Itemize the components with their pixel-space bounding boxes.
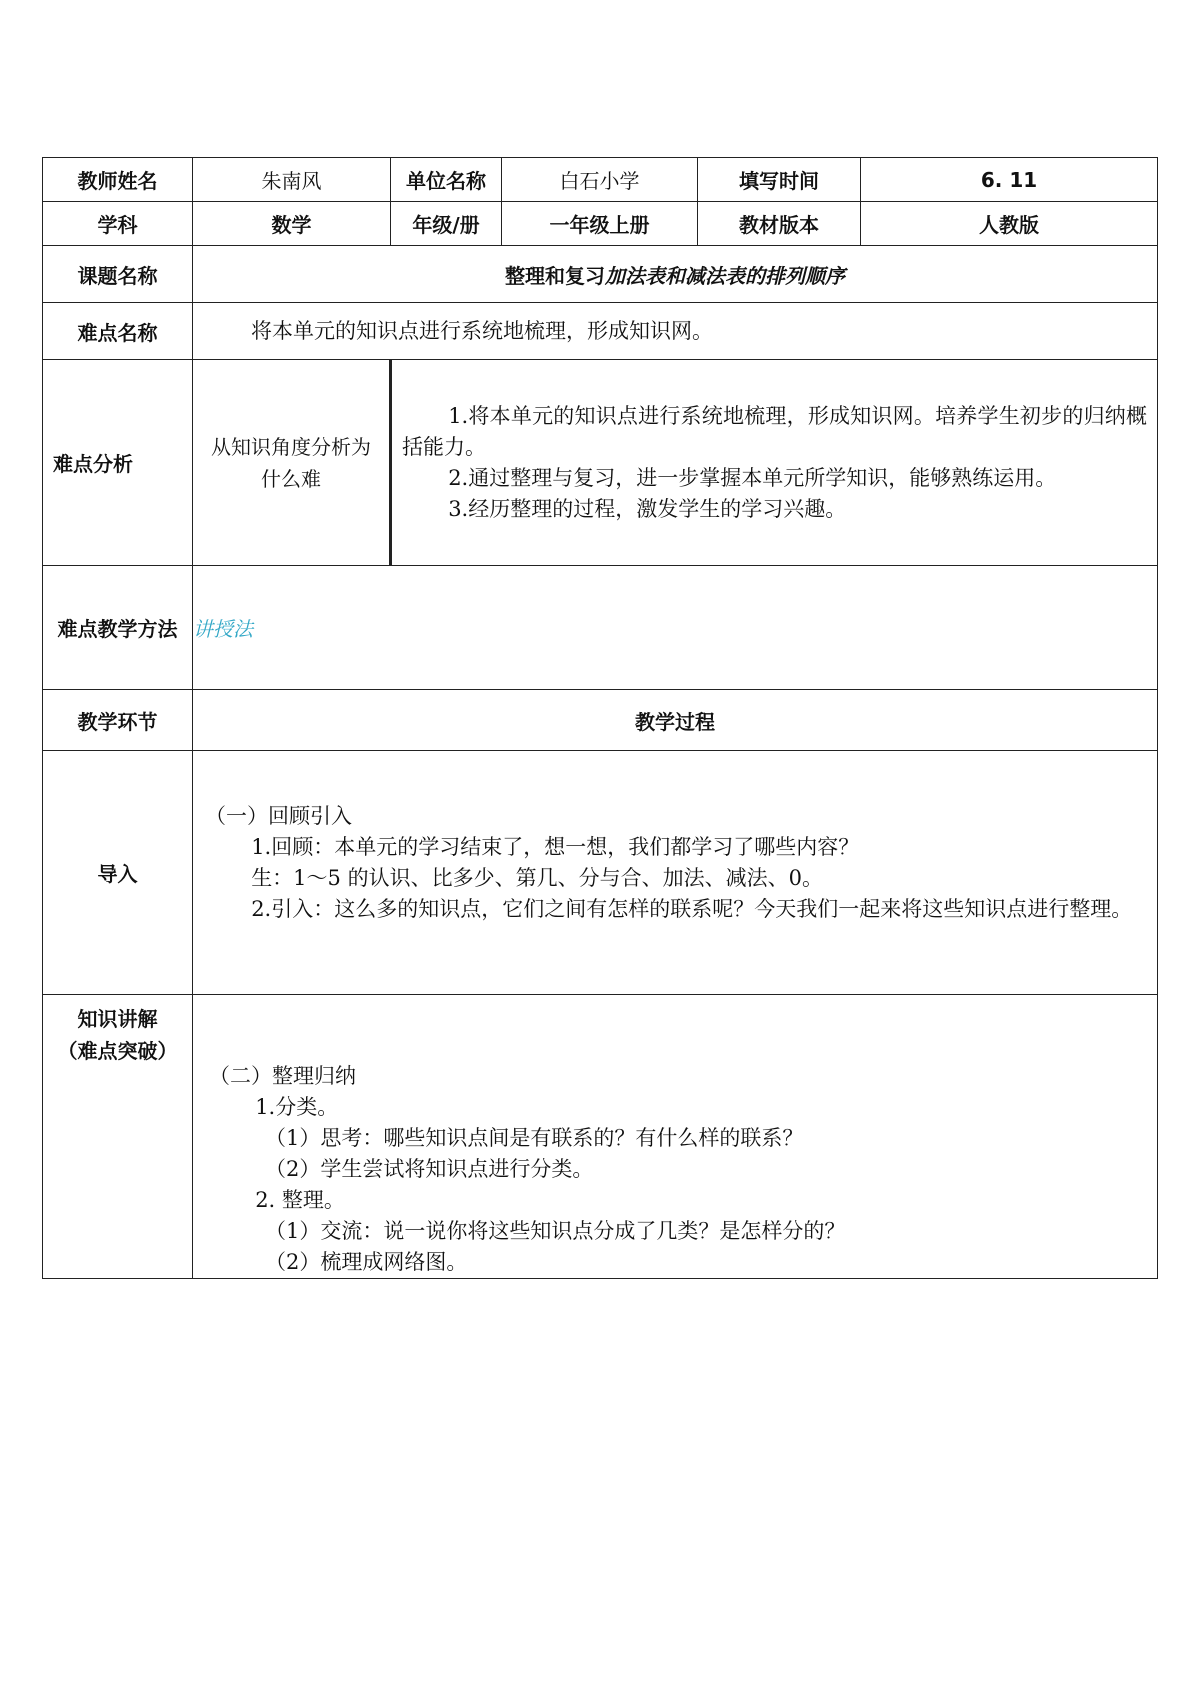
header-row-1 bbox=[43, 158, 1158, 202]
intro-line-1: 1.回顾：本单元的学习结束了，想一想，我们都学习了哪些内容？ bbox=[251, 834, 860, 859]
grade-label: 年级/册 bbox=[391, 202, 502, 246]
topic-value bbox=[193, 246, 1158, 303]
analysis-row bbox=[43, 360, 1158, 566]
unit-name-value: 白石小学 bbox=[502, 158, 698, 202]
intro-label: 导入 bbox=[43, 751, 193, 995]
analysis-point-2: 2.通过整理与复习，进一步掌握本单元所学知识，能够熟练运用。 bbox=[448, 465, 1057, 490]
grade-value: 一年级上册 bbox=[502, 202, 698, 246]
difficulty-row bbox=[43, 303, 1158, 360]
explain-row bbox=[43, 995, 1158, 1279]
subject-value: 数学 bbox=[193, 202, 391, 246]
teacher-name-label: 教师姓名 bbox=[43, 158, 193, 202]
method-label: 难点教学方法 bbox=[43, 566, 193, 690]
difficulty-label: 难点名称 bbox=[43, 303, 193, 360]
explain-heading: （二）整理归纳 bbox=[209, 1064, 356, 1088]
intro-content bbox=[193, 751, 1158, 995]
explain-content bbox=[193, 995, 1158, 1279]
topic-plain: 整理和复习 bbox=[505, 263, 605, 288]
explain-item-1-sub-2: （2）学生尝试将知识点进行分类。 bbox=[265, 1157, 594, 1181]
explain-label-line2: （难点突破） bbox=[57, 1039, 178, 1063]
explain-label bbox=[43, 995, 193, 1279]
lesson-plan-sheet bbox=[42, 157, 1157, 1279]
fill-date-label: 填写时间 bbox=[698, 158, 861, 202]
explain-item-2: 2. 整理。 bbox=[255, 1188, 345, 1212]
edition-label: 教材版本 bbox=[698, 202, 861, 246]
analysis-points bbox=[391, 360, 1158, 566]
analysis-middle: 从知识角度分析为什么难 bbox=[193, 360, 391, 566]
teacher-name-value: 朱南风 bbox=[193, 158, 391, 202]
analysis-point-3: 3.经历整理的过程，激发学生的学习兴趣。 bbox=[448, 496, 847, 521]
explain-label-line1: 知识讲解 bbox=[77, 1007, 158, 1031]
edition-value: 人教版 bbox=[861, 202, 1158, 246]
method-value: 讲授法 bbox=[193, 566, 1158, 690]
intro-heading: （一）回顾引入 bbox=[205, 803, 352, 828]
explain-item-2-sub-1: （1）交流：说一说你将这些知识点分成了几类？是怎样分的？ bbox=[265, 1219, 846, 1243]
header-row-2 bbox=[43, 202, 1158, 246]
difficulty-value: 将本单元的知识点进行系统地梳理，形成知识网。 bbox=[193, 303, 1158, 360]
analysis-label: 难点分析 bbox=[43, 360, 193, 566]
method-row bbox=[43, 566, 1158, 690]
topic-label: 课题名称 bbox=[43, 246, 193, 303]
topic-italic: 加法表和减法表的排列顺序 bbox=[605, 263, 845, 288]
process-header-value: 教学过程 bbox=[193, 690, 1158, 751]
fill-date-value: 6. 11 bbox=[861, 158, 1158, 202]
intro-line-3: 2.引入：这么多的知识点，它们之间有怎样的联系呢？今天我们一起来将这些知识点进行整理。 bbox=[251, 896, 1133, 921]
unit-name-label: 单位名称 bbox=[391, 158, 502, 202]
lesson-plan-table bbox=[42, 157, 1158, 1279]
intro-row bbox=[43, 751, 1158, 995]
intro-line-2: 生：1～5 的认识、比多少、第几、分与合、加法、减法、0。 bbox=[251, 865, 823, 890]
analysis-point-1: 1.将本单元的知识点进行系统地梳理，形成知识网。培养学生初步的归纳概括能力。 bbox=[402, 403, 1147, 459]
explain-item-2-sub-2: （2）梳理成网络图。 bbox=[265, 1250, 468, 1274]
topic-row bbox=[43, 246, 1158, 303]
explain-item-1-sub-1: （1）思考：哪些知识点间是有联系的？有什么样的联系？ bbox=[265, 1126, 804, 1150]
subject-label: 学科 bbox=[43, 202, 193, 246]
process-header-row bbox=[43, 690, 1158, 751]
explain-item-1: 1.分类。 bbox=[255, 1095, 339, 1119]
process-stage-label: 教学环节 bbox=[43, 690, 193, 751]
